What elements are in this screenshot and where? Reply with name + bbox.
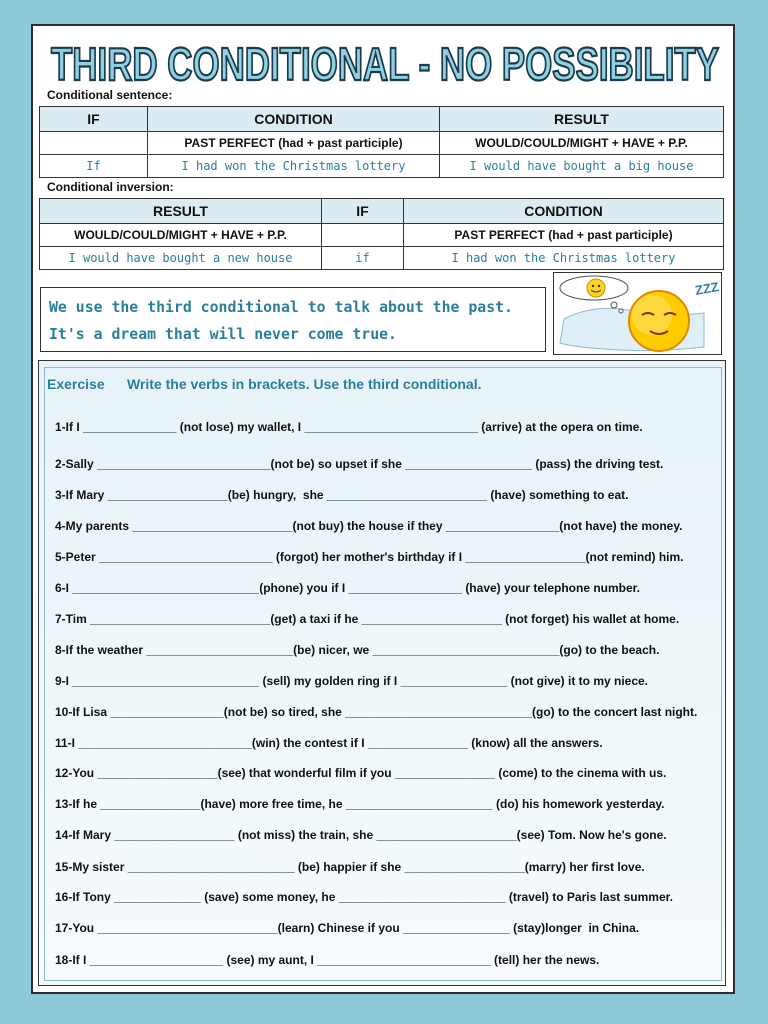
inv-header-if: IF xyxy=(322,199,404,224)
exercise-heading xyxy=(47,376,481,392)
exercise-item-1: 1-If I ______________ (not lose) my wallet, I __________________________ (arrive) at the opera on time. xyxy=(55,420,643,434)
inv-example-if-cell: if xyxy=(322,247,404,270)
example-condition-cell: I had won the Christmas lottery xyxy=(148,155,440,178)
inv-example-condition-cell: I had won the Christmas lottery xyxy=(404,247,724,270)
inv-header-condition: CONDITION xyxy=(404,199,724,224)
sleeping-sun-icon xyxy=(554,273,721,354)
exercise-label: Exercise xyxy=(47,376,105,392)
exercise-item-13: 13-If he _______________(have) more free time, he ______________________ (do) his homework yesterday. xyxy=(55,797,665,811)
exercise-item-5: 5-Peter __________________________ (forgot) her mother's birthday if I __________________(not remind) him. xyxy=(55,550,684,564)
explanation-line-2: It's a dream that will never come true. xyxy=(49,325,397,343)
conditional-inversion-label: Conditional inversion: xyxy=(47,180,174,194)
exercise-item-12: 12-You __________________(see) that wonderful film if you _______________ (come) to the cinema with us. xyxy=(55,766,667,780)
smiley-icon xyxy=(587,279,605,297)
header-result: RESULT xyxy=(440,107,724,132)
header-condition: CONDITION xyxy=(148,107,440,132)
page-title-text: THIRD CONDITIONAL - NO POSSIBILITY xyxy=(51,38,719,90)
rule-result-cell: WOULD/COULD/MIGHT + HAVE + P.P. xyxy=(440,132,724,155)
exercise-item-6: 6-I ____________________________(phone) you if I _________________ (have) your telephone number. xyxy=(55,581,641,595)
rule-if-cell xyxy=(40,132,148,155)
exercise-item-15: 15-My sister _________________________ (be) happier if she __________________(marry) her first love. xyxy=(55,860,645,874)
exercise-item-16: 16-If Tony _____________ (save) some money, he _________________________ (travel) to Paris last summer. xyxy=(55,890,673,904)
conditional-sentence-table xyxy=(39,106,724,178)
exercise-item-8: 8-If the weather ______________________(be) nicer, we ____________________________(go) to the beach. xyxy=(55,643,660,657)
inv-rule-condition-cell: PAST PERFECT (had + past participle) xyxy=(404,224,724,247)
conditional-sentence-label: Conditional sentence: xyxy=(47,88,173,102)
illustration-box xyxy=(553,272,722,355)
exercise-item-9: 9-I ____________________________ (sell) my golden ring if I ________________ (not give) it to my niece. xyxy=(55,674,649,688)
inv-rule-if-cell xyxy=(322,224,404,247)
zzz-icon: ZZZ xyxy=(693,279,720,298)
header-if: IF xyxy=(40,107,148,132)
exercise-item-7: 7-Tim ___________________________(get) a taxi if he _____________________ (not forget) his wallet at home. xyxy=(55,612,680,626)
exercise-item-2: 2-Sally __________________________(not be) so upset if she ___________________ (pass) the driving test. xyxy=(55,457,664,471)
inv-header-result: RESULT xyxy=(40,199,322,224)
explanation-line-1: We use the third conditional to talk about the past. xyxy=(49,298,513,316)
explanation-box xyxy=(40,287,546,352)
inv-example-result-cell: I would have bought a new house xyxy=(40,247,322,270)
exercise-instruction: Write the verbs in brackets. Use the third conditional. xyxy=(127,376,482,392)
example-result-cell: I would have bought a big house xyxy=(440,155,724,178)
exercise-item-3: 3-If Mary __________________(be) hungry, she ________________________ (have) something to eat. xyxy=(55,488,629,502)
exercise-item-4: 4-My parents ________________________(not buy) the house if they _________________(not have) the money. xyxy=(55,519,683,533)
page-title xyxy=(45,30,725,92)
rule-condition-cell: PAST PERFECT (had + past participle) xyxy=(148,132,440,155)
exercise-item-10: 10-If Lisa _________________(not be) so tired, she ____________________________(go) to the concert last night. xyxy=(55,705,698,719)
conditional-inversion-table xyxy=(39,198,724,270)
exercise-item-17: 17-You ___________________________(learn) Chinese if you ________________ (stay)longer in China. xyxy=(55,921,640,935)
exercise-item-14: 14-If Mary __________________ (not miss) the train, she _____________________(see) Tom. Now he's gone. xyxy=(55,828,667,842)
inv-rule-result-cell: WOULD/COULD/MIGHT + HAVE + P.P. xyxy=(40,224,322,247)
exercise-item-11: 11-I __________________________(win) the contest if I _______________ (know) all the answers. xyxy=(55,736,603,750)
example-if-cell: If xyxy=(40,155,148,178)
exercise-item-18: 18-If I ____________________ (see) my aunt, I __________________________ (tell) her the news. xyxy=(55,953,600,967)
